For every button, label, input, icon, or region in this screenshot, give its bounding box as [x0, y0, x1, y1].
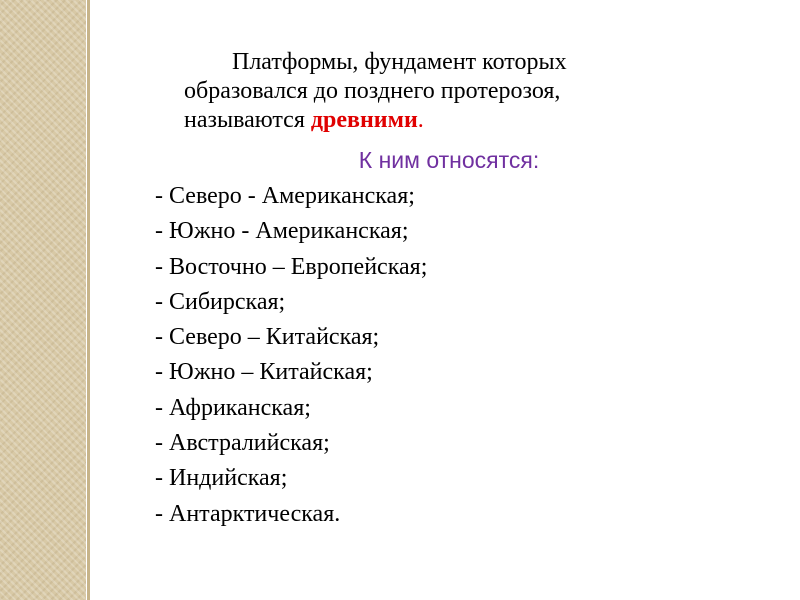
- highlight-word: древними: [310, 107, 418, 133]
- list-item: - Сибирская;: [155, 288, 286, 315]
- list-item: - Южно - Американская;: [155, 218, 409, 245]
- list-item: - Индийская;: [155, 465, 288, 492]
- platform-list: [155, 180, 427, 533]
- decorative-side-bar: [0, 0, 86, 600]
- intro-paragraph: [184, 48, 704, 135]
- list-item: - Северо – Китайская;: [155, 324, 380, 351]
- list-item: - Антарктическая.: [155, 500, 341, 527]
- intro-line-2: образовался до позднего протерозоя,: [184, 78, 561, 104]
- list-item: - Южно – Китайская;: [155, 359, 373, 386]
- relate-heading: К ним относятся:: [358, 147, 540, 173]
- intro-line-3: называются древними.: [184, 107, 424, 133]
- intro-line-1: Платформы, фундамент которых: [232, 49, 567, 75]
- list-item: - Восточно – Европейская;: [155, 253, 428, 280]
- list-item: - Австралийская;: [155, 430, 330, 457]
- side-divider-line: [87, 0, 90, 600]
- list-item: - Северо - Американская;: [155, 183, 415, 209]
- list-item: - Африканская;: [155, 394, 311, 421]
